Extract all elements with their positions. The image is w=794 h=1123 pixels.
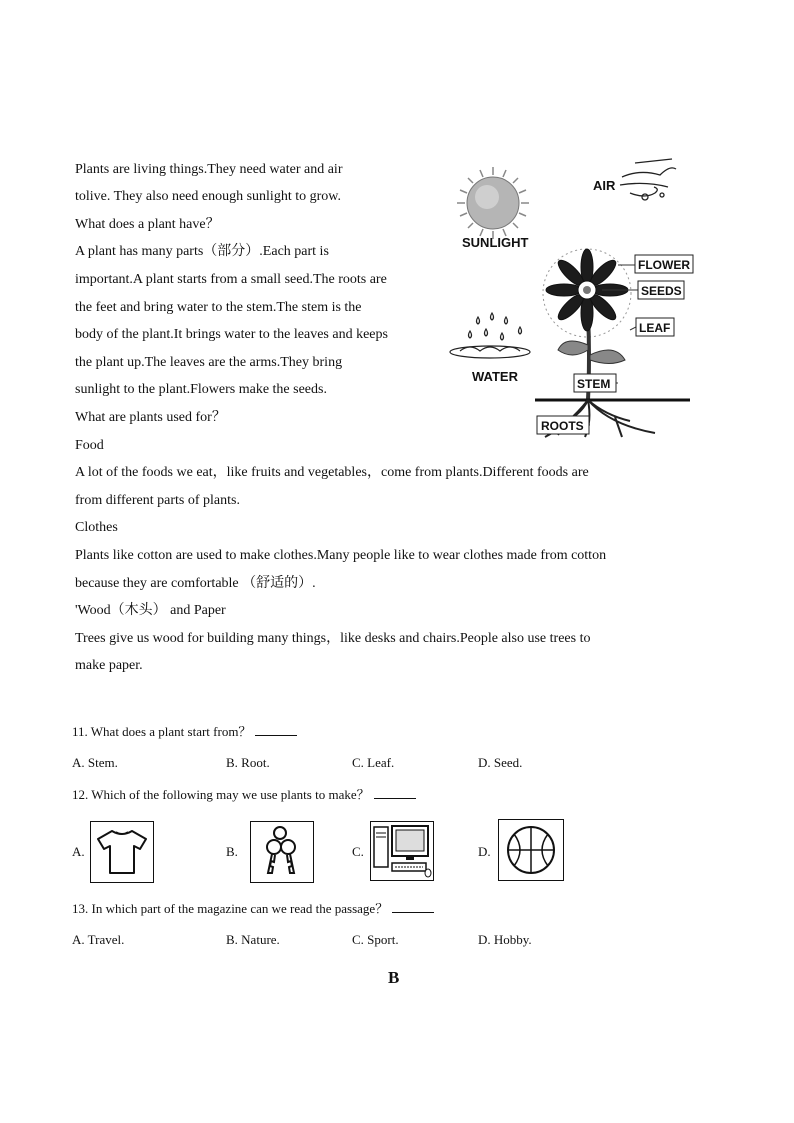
plant-parts-diagram — [440, 155, 695, 440]
option-d[interactable]: D. Seed. — [478, 755, 523, 770]
passage-line: because they are comfortable （舒适的）. — [75, 576, 316, 591]
wind-icon — [620, 159, 676, 200]
option-a[interactable]: A. Travel. — [72, 932, 125, 947]
option-a[interactable]: A. Stem. — [72, 755, 118, 770]
label-water: WATER — [472, 369, 518, 384]
basketball-icon[interactable] — [498, 819, 564, 881]
option-d[interactable]: D. — [478, 844, 491, 859]
option-b[interactable]: B. — [226, 844, 238, 859]
passage-line: tolive. They also need enough sunlight to grow. — [75, 189, 341, 204]
passage-line: important.A plant starts from a small seed.The roots are — [75, 272, 387, 287]
answer-blank[interactable] — [392, 900, 434, 913]
label-flower: FLOWER — [638, 258, 690, 272]
keys-icon[interactable] — [250, 821, 314, 883]
passage-line: sunlight to the plant.Flowers make the seeds. — [75, 382, 327, 397]
section-heading: B — [388, 968, 400, 987]
passage-subheading-wood: 'Wood（木头） and Paper — [75, 603, 226, 618]
passage-line: make paper. — [75, 658, 143, 673]
option-b[interactable]: B. Nature. — [226, 932, 280, 947]
passage-line: from different parts of plants. — [75, 493, 240, 508]
computer-icon[interactable] — [370, 821, 434, 881]
passage-line: Trees give us wood for building many things，like desks and chairs.People also use trees to — [75, 631, 591, 646]
question-12 — [72, 786, 416, 804]
passage-subheading-clothes: Clothes — [75, 520, 118, 535]
passage-line: Plants like cotton are used to make clothes.Many people like to wear clothes made from cotton — [75, 548, 607, 563]
water-drops-icon — [450, 313, 530, 358]
answer-blank[interactable] — [255, 723, 297, 736]
passage-line: A plant has many parts（部分）.Each part is — [75, 244, 329, 259]
label-air: AIR — [593, 178, 616, 193]
question-stem: 12. Which of the following may we use plants to make？ — [72, 787, 370, 802]
question-11 — [72, 723, 297, 741]
answer-blank[interactable] — [374, 786, 416, 799]
option-a[interactable]: A. — [72, 844, 85, 859]
passage-line: Plants are living things.They need water and air — [75, 162, 343, 177]
question-stem: 11. What does a plant start from？ — [72, 724, 252, 739]
plant-icon — [535, 249, 690, 437]
passage-line: What are plants used for？ — [75, 410, 226, 425]
option-c[interactable]: C. Leaf. — [352, 755, 395, 770]
label-seeds: SEEDS — [641, 284, 682, 298]
option-b[interactable]: B. Root. — [226, 755, 270, 770]
label-roots: ROOTS — [541, 419, 584, 433]
label-stem: STEM — [577, 377, 611, 391]
t-shirt-icon[interactable] — [90, 821, 154, 883]
option-c[interactable]: C. Sport. — [352, 932, 399, 947]
passage-line: A lot of the foods we eat，like fruits and vegetables，come from plants.Different foods are — [75, 465, 589, 480]
passage-line: the plant up.The leaves are the arms.They bring — [75, 355, 343, 370]
passage-subheading-food: Food — [75, 438, 104, 453]
label-leaf: LEAF — [639, 321, 671, 335]
option-c[interactable]: C. — [352, 844, 364, 859]
passage-line: What does a plant have？ — [75, 217, 220, 232]
question-stem: 13. In which part of the magazine can we read the passage？ — [72, 901, 389, 916]
passage-line: the feet and bring water to the stem.The stem is the — [75, 300, 362, 315]
option-d[interactable]: D. Hobby. — [478, 932, 532, 947]
label-sunlight: SUNLIGHT — [462, 235, 529, 250]
passage-line: body of the plant.It brings water to the leaves and keeps — [75, 327, 388, 342]
question-13 — [72, 900, 434, 918]
sun-icon — [457, 167, 529, 239]
